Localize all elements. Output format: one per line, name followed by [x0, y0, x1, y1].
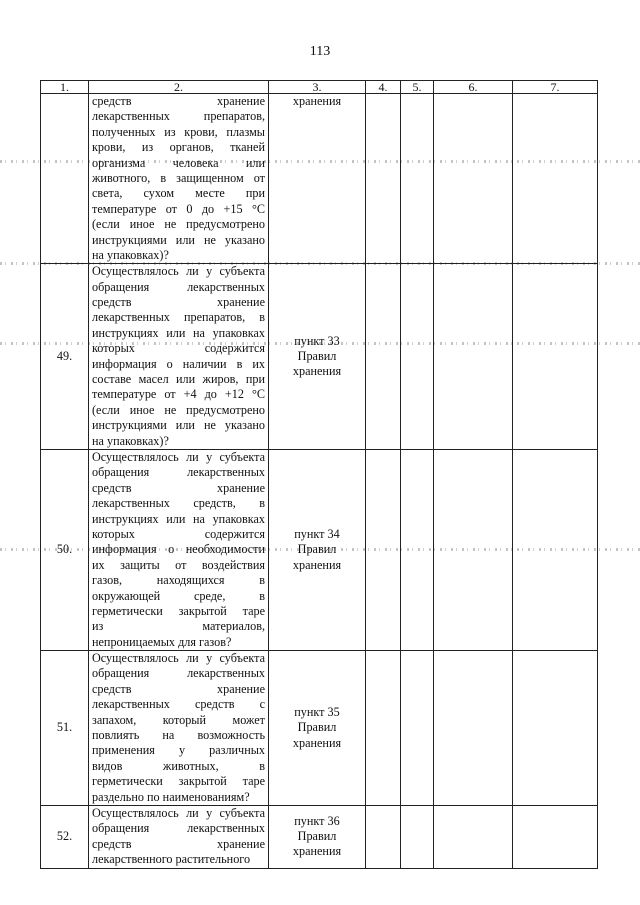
- question-cell: [89, 805, 269, 868]
- question-line: инструкциях или на упаковках: [92, 325, 265, 340]
- table-row: [41, 651, 598, 806]
- empty-cell: [434, 264, 513, 450]
- question-line: газов, находящихся в: [92, 573, 265, 588]
- question-line: лекарственных средств, в: [92, 496, 265, 511]
- column-header: 3.: [269, 81, 366, 94]
- question-line: обращения лекарственных: [92, 279, 265, 294]
- question-line: герметически закрытой таре: [92, 774, 265, 789]
- question-line: раздельно по наименованиям?: [92, 789, 250, 804]
- row-number: 51.: [41, 651, 89, 806]
- reference-cell: [269, 805, 366, 868]
- question-line: инструкциями или не указано: [92, 232, 265, 247]
- question-line: инструкциями или не указано: [92, 418, 265, 433]
- empty-cell: [366, 651, 401, 806]
- question-cell: [89, 449, 269, 650]
- reference-line: Правил: [297, 720, 337, 735]
- question-line: инструкциях или на упаковках: [92, 511, 265, 526]
- empty-cell: [366, 805, 401, 868]
- question-line: Осуществлялось ли у субъекта: [92, 805, 265, 820]
- empty-cell: [513, 651, 598, 806]
- question-line: температуре от +4 до +12 °С: [92, 387, 265, 402]
- question-line: обращения лекарственных: [92, 821, 265, 836]
- empty-cell: [513, 805, 598, 868]
- reference-line: пункт 35: [294, 704, 340, 719]
- checklist-table: [40, 80, 598, 869]
- empty-cell: [401, 805, 434, 868]
- question-line: средств хранение: [92, 836, 265, 851]
- reference-line: хранения: [292, 364, 342, 379]
- question-line: обращения лекарственных: [92, 666, 265, 681]
- question-line: которых содержится: [92, 526, 265, 541]
- reference-line: пункт 34: [294, 526, 340, 541]
- empty-cell: [434, 805, 513, 868]
- table-row: [41, 449, 598, 650]
- question-line: организма человека или: [92, 155, 265, 170]
- question-cell: [89, 264, 269, 450]
- reference-cell: [269, 94, 366, 264]
- question-line: средств хранение: [92, 480, 265, 495]
- empty-cell: [366, 94, 401, 264]
- reference-line: хранения: [292, 94, 342, 108]
- question-line: Осуществлялось ли у субъекта: [92, 449, 265, 464]
- question-line: (если иное не предусмотрено: [92, 402, 265, 417]
- question-line: применения у различных: [92, 743, 265, 758]
- table-row: [41, 264, 598, 450]
- column-header: 6.: [434, 81, 513, 94]
- empty-cell: [434, 449, 513, 650]
- empty-cell: [366, 449, 401, 650]
- row-number: 52.: [41, 805, 89, 868]
- empty-cell: [513, 94, 598, 264]
- question-line: из материалов,: [92, 619, 265, 634]
- column-header: 1.: [41, 81, 89, 94]
- empty-cell: [366, 264, 401, 450]
- empty-cell: [401, 449, 434, 650]
- question-line: повлиять на возможность: [92, 728, 265, 743]
- column-header: 7.: [513, 81, 598, 94]
- empty-cell: [513, 449, 598, 650]
- reference-line: Правил: [297, 829, 337, 844]
- table-header-row: [41, 81, 598, 94]
- question-line: информация о необходимости: [92, 542, 265, 557]
- reference-line: Правил: [297, 348, 337, 363]
- question-line: окружающей среде, в: [92, 588, 265, 603]
- question-cell: [89, 94, 269, 264]
- reference-line: хранения: [292, 735, 342, 750]
- question-line: лекарственных средств с: [92, 697, 265, 712]
- question-line: которых содержится: [92, 341, 265, 356]
- column-header: 2.: [89, 81, 269, 94]
- question-line: животного, в защищенном от: [92, 170, 265, 185]
- empty-cell: [434, 651, 513, 806]
- question-line: информация о наличии в их: [92, 356, 265, 371]
- question-line: средств хранение: [92, 295, 265, 310]
- question-line: на упаковках)?: [92, 247, 169, 262]
- table-row: [41, 94, 598, 264]
- reference-line: хранения: [292, 557, 342, 572]
- reference-cell: [269, 449, 366, 650]
- row-number: 50.: [41, 449, 89, 650]
- empty-cell: [401, 651, 434, 806]
- reference-cell: [269, 264, 366, 450]
- question-line: средств хранение: [92, 94, 265, 108]
- reference-line: пункт 36: [294, 813, 340, 828]
- column-header: 5.: [401, 81, 434, 94]
- table-row: [41, 805, 598, 868]
- reference-line: пункт 33: [294, 333, 340, 348]
- question-line: Осуществлялось ли у субъекта: [92, 651, 265, 666]
- question-line: средств хранение: [92, 681, 265, 696]
- question-line: температуре от 0 до +15 °С: [92, 201, 265, 216]
- question-line: запахом, который может: [92, 712, 265, 727]
- question-line: лекарственных препаратов,: [92, 109, 265, 124]
- question-line: на упаковках)?: [92, 433, 169, 448]
- question-line: видов животных, в: [92, 758, 265, 773]
- question-line: (если иное не предусмотрено: [92, 217, 265, 232]
- reference-cell: [269, 651, 366, 806]
- question-line: Осуществлялось ли у субъекта: [92, 264, 265, 279]
- row-number: [41, 94, 89, 264]
- question-line: света, сухом месте при: [92, 186, 265, 201]
- question-line: крови, из органов, тканей: [92, 140, 265, 155]
- question-line: их защиты от воздействия: [92, 557, 265, 572]
- question-line: лекарственного растительного: [92, 852, 251, 867]
- empty-cell: [513, 264, 598, 450]
- row-number: 49.: [41, 264, 89, 450]
- empty-cell: [434, 94, 513, 264]
- page-number: 113: [309, 44, 331, 59]
- empty-cell: [401, 94, 434, 264]
- question-line: составе масел или жиров, при: [92, 372, 265, 387]
- question-line: лекарственных препаратов, в: [92, 310, 265, 325]
- question-line: непроницаемых для газов?: [92, 634, 232, 649]
- column-header: 4.: [366, 81, 401, 94]
- question-cell: [89, 651, 269, 806]
- reference-line: хранения: [292, 844, 342, 859]
- question-line: обращения лекарственных: [92, 465, 265, 480]
- question-line: полученных из крови, плазмы: [92, 124, 265, 139]
- reference-line: Правил: [297, 542, 337, 557]
- empty-cell: [401, 264, 434, 450]
- question-line: герметически закрытой таре: [92, 603, 265, 618]
